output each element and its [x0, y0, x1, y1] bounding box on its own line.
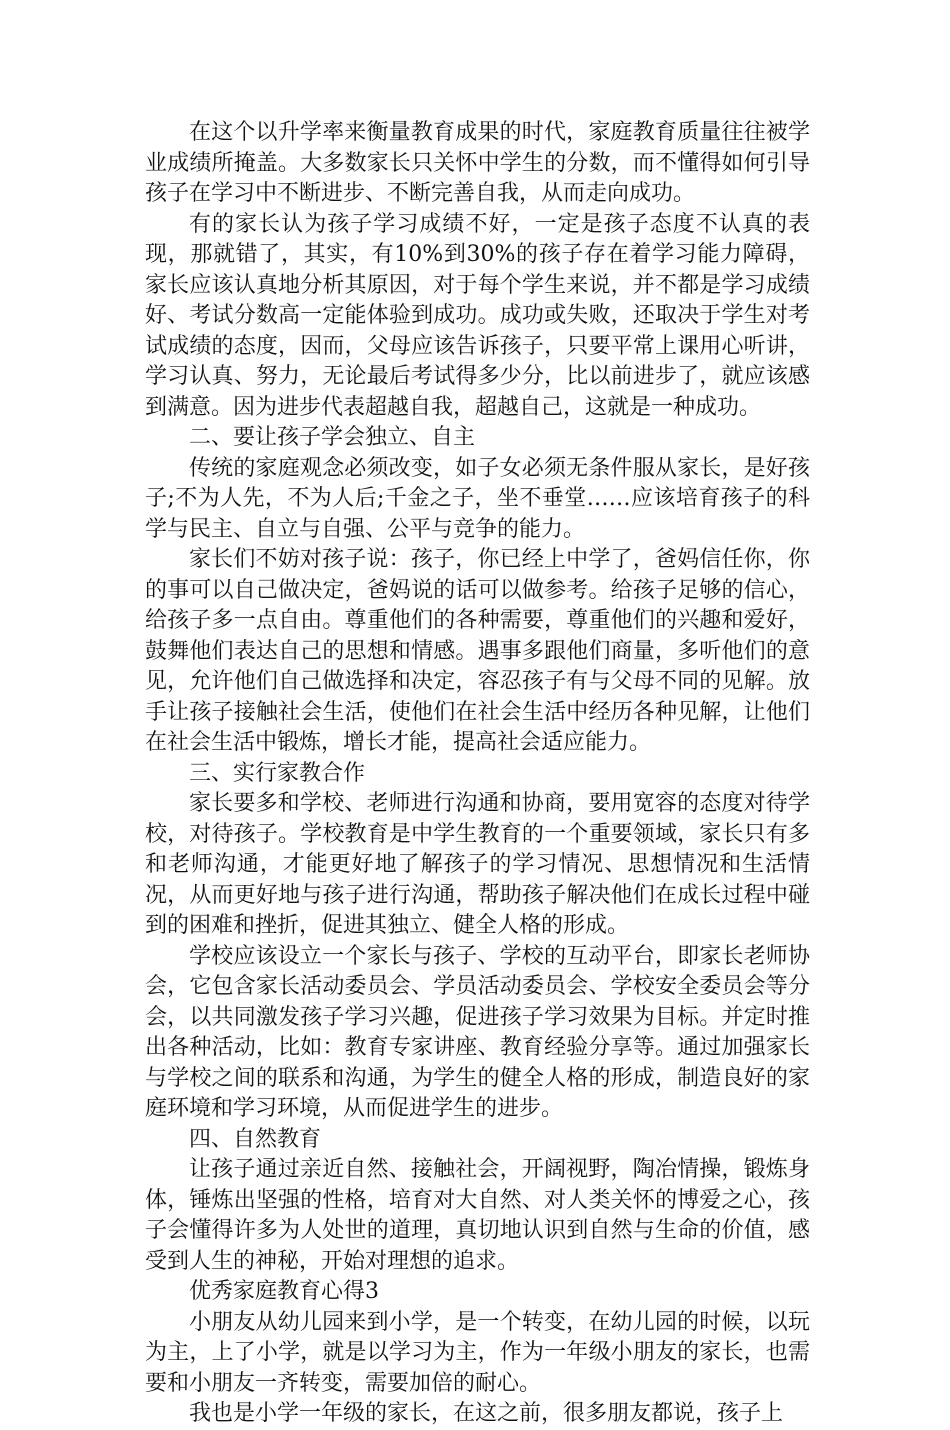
- section-heading: 二、要让孩子学会独立、自主: [189, 425, 476, 450]
- paragraph: 学校应该设立一个家长与孩子、学校的互动平台，即家长老师协会，它包含家长活动委员会、学员活动委员会、学校安全委员会等分会，以共同激发孩子学习兴趣，促进孩子学习效果为目标。并定时推出各种活动，比如：教育专家讲座、教育经验分享等。通过加强家长与学校之间的联系和沟通，为学生的健全人格的形成，制造良好的家庭环境和学习环境，从而促进学生的进步。: [145, 943, 810, 1121]
- paragraph: 我也是小学一年级的家长，在这之前，很多朋友都说，孩子上: [189, 1401, 784, 1426]
- section-heading: 优秀家庭教育心得3: [189, 1279, 379, 1304]
- paragraph: 让孩子通过亲近自然、接触社会，开阔视野，陶冶情操，锻炼身体，锤炼出坚强的性格，培育对大自然、对人类关怀的博爱之心，孩子会懂得许多为人处世的道理，真切地认识到自然与生命的价值，感受到人生的神秘，开始对理想的追求。: [145, 1157, 810, 1274]
- paragraph: 家长要多和学校、老师进行沟通和协商，要用宽容的态度对待学校，对待孩子。学校教育是中学生教育的一个重要领域，家长只有多和老师沟通，才能更好地了解孩子的学习情况、思想情况和生活情况，从而更好地与孩子进行沟通，帮助孩子解决他们在成长过程中碰到的困难和挫折，促进其独立、健全人格的形成。: [145, 791, 810, 938]
- paragraph: 家长们不妨对孩子说：孩子，你已经上中学了，爸妈信任你，你的事可以自己做决定，爸妈说的话可以做参考。给孩子足够的信心，给孩子多一点自由。尊重他们的各种需要，尊重他们的兴趣和爱好，鼓舞他们表达自己的思想和情感。遇事多跟他们商量，多听他们的意见，允许他们自己做选择和决定，容忍孩子有与父母不同的见解。放手让孩子接触社会生活，使他们在社会生活中经历各种见解，让他们在社会生活中锻炼，增长才能，提高社会适应能力。: [145, 547, 810, 755]
- paragraph: 小朋友从幼儿园来到小学，是一个转变，在幼儿园的时候，以玩为主，上了小学，就是以学习为主，作为一年级小朋友的家长，也需要和小朋友一齐转变，需要加倍的耐心。: [145, 1309, 810, 1396]
- section-heading: 四、自然教育: [189, 1126, 322, 1152]
- paragraph: 在这个以升学率来衡量教育成果的时代，家庭教育质量往往被学业成绩所掩盖。大多数家长只关怀中学生的分数，而不懂得如何引导孩子在学习中不断进步、不断完善自我，从而走向成功。: [145, 120, 810, 206]
- section-heading: 三、实行家教合作: [189, 760, 366, 786]
- paragraph: 有的家长认为孩子学习成绩不好，一定是孩子态度不认真的表现，那就错了，其实，有10%到30%的孩子存在着学习能力障碍，家长应该认真地分析其原因，对于每个学生来说，并不都是学习成绩好、考试分数高一定能体验到成功。成功或失败，还取决于学生对考试成绩的态度，因而，父母应该告诉孩子，只要平常上课用心听讲，学习认真、努力，无论最后考试得多少分，比以前进步了，就应该感到满意。因为进步代表超越自我，超越自己，这就是一种成功。: [145, 211, 810, 420]
- document-page: [145, 118, 810, 1430]
- paragraph: 传统的家庭观念必须改变，如子女必须无条件服从家长，是好孩子;不为人先，不为人后;千金之子，坐不垂堂……应该培育孩子的科学与民主、自立与自强、公平与竞争的能力。: [145, 455, 810, 542]
